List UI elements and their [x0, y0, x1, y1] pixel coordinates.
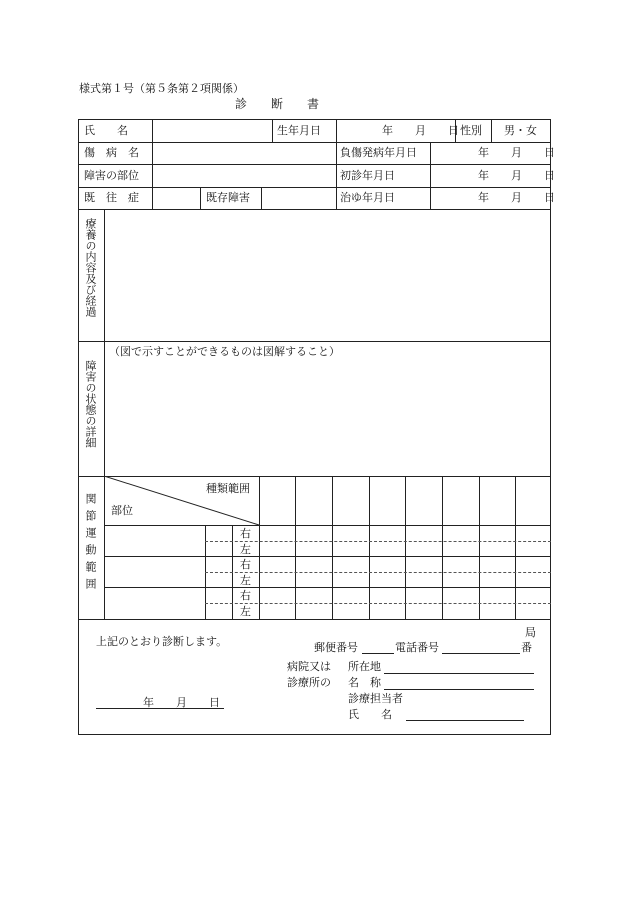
right-label-1: 右 — [240, 527, 251, 540]
postal-label: 郵便番号 — [314, 641, 358, 654]
right-label-2: 右 — [240, 558, 251, 571]
birth-label: 生年月日 — [277, 124, 321, 137]
name-label: 氏 名 — [84, 124, 128, 137]
facility-name-label: 名 称 — [348, 676, 381, 689]
onset-value: 年 月 日 — [478, 146, 555, 159]
hospital-line2: 診療所の — [287, 676, 331, 689]
joint-type-range: 種類範囲 — [206, 482, 250, 495]
history-label: 既 往 症 — [84, 191, 139, 204]
doctor-label: 診療担当者 — [348, 692, 403, 705]
hospital-line1: 病院又は — [287, 660, 331, 673]
certify-text: 上記のとおり診断します。 — [96, 635, 228, 648]
first-visit-value: 年 月 日 — [478, 169, 555, 182]
date-label: 年 月 日 — [143, 696, 220, 709]
kyoku-text: 局 — [525, 626, 536, 639]
joint-range-label: 関節運動範囲 — [84, 493, 97, 595]
form-number: 様式第１号（第５条第２項関係） — [79, 82, 244, 95]
disease-label: 傷 病 名 — [84, 146, 139, 159]
address-label: 所在地 — [348, 660, 381, 673]
onset-label: 負傷発病年月日 — [340, 146, 417, 159]
joint-part: 部位 — [111, 504, 133, 517]
left-label-3: 左 — [240, 605, 251, 618]
phone-label: 電話番号 — [395, 641, 439, 654]
existing-disability-label: 既存障害 — [206, 191, 250, 204]
treatment-label: 療養の内容及び経過 — [84, 218, 97, 317]
cure-label: 治ゆ年月日 — [340, 191, 395, 204]
birth-value: 年 月 日 — [382, 124, 459, 137]
left-label-1: 左 — [240, 543, 251, 556]
right-label-3: 右 — [240, 589, 251, 602]
first-visit-label: 初診年月日 — [340, 169, 395, 182]
disability-note: （図で示すことができるものは図解すること） — [109, 345, 340, 358]
sex-label: 性別 — [460, 124, 482, 137]
disability-site-label: 障害の部位 — [84, 169, 139, 182]
cure-value: 年 月 日 — [478, 191, 555, 204]
sex-value: 男・女 — [504, 124, 537, 137]
disability-detail-label: 障害の状態の詳細 — [84, 360, 97, 448]
ban-text: 番 — [521, 641, 532, 654]
doctor-name-label: 氏 名 — [348, 708, 392, 721]
document-title: 診 断 書 — [235, 97, 320, 111]
left-label-2: 左 — [240, 574, 251, 587]
